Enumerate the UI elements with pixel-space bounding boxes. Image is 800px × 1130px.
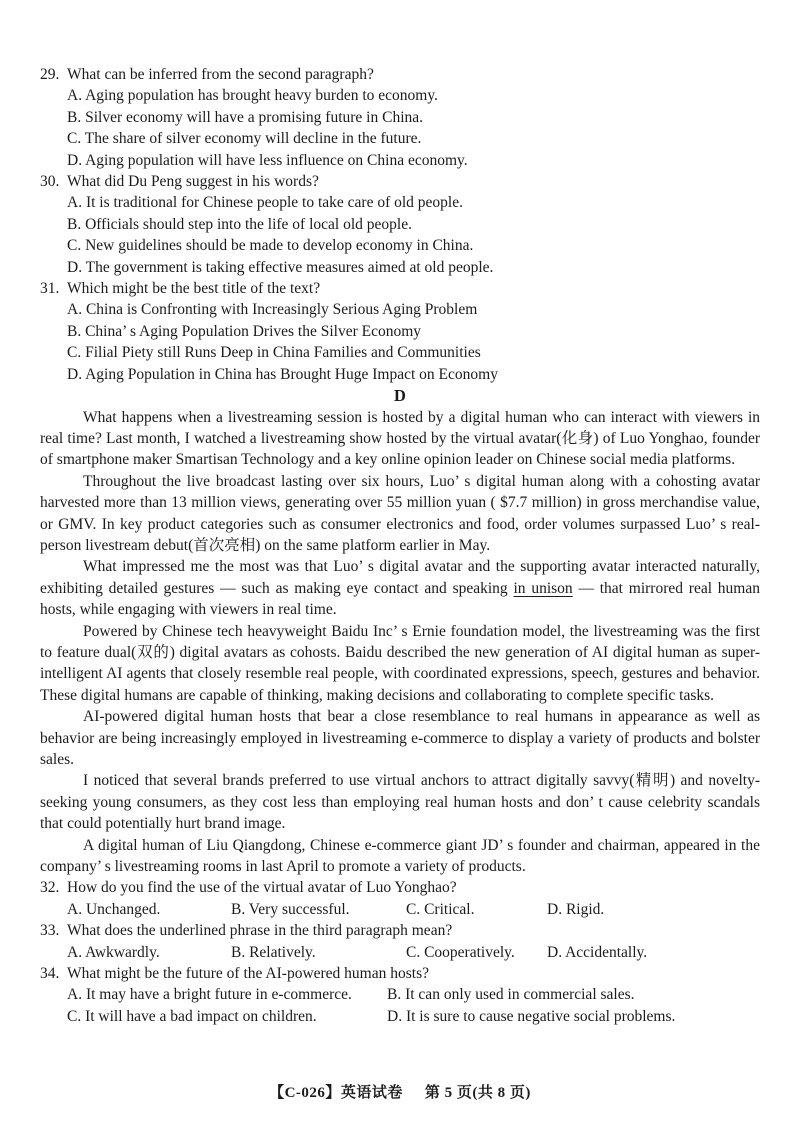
- question-stem: [40, 877, 760, 898]
- question-number: 34.: [40, 965, 60, 983]
- option-A: A. China is Confronting with Increasingly Serious Aging Problem: [67, 301, 478, 319]
- questions-top-block: [40, 64, 760, 385]
- option-A: A. It may have a bright future in e-commerce.: [67, 986, 352, 1004]
- question-stem: [40, 171, 760, 192]
- option-A: A. Aging population has brought heavy burden to economy.: [67, 87, 438, 105]
- text-segment: What impressed me the most was that Luo’ s digital avatar and the supporting avatar interacted naturally, exhibiting detailed gestures — such as making eye contact and speaking: [40, 558, 760, 597]
- question-stem: [40, 278, 760, 299]
- passage-paragraph-4: [40, 621, 760, 707]
- section-d-header: D: [394, 386, 406, 406]
- options-row: [40, 1006, 760, 1027]
- questions-bottom-block: [40, 877, 760, 1027]
- option-B: B. China’ s Aging Population Drives the Silver Economy: [67, 322, 422, 340]
- option-A: A. Unchanged.: [67, 900, 161, 918]
- options-row: [40, 984, 760, 1005]
- option-D: D. It is sure to cause negative social problems.: [387, 1007, 676, 1025]
- option-C: C. The share of silver economy will decline in the future.: [67, 130, 422, 148]
- question-text: Which might be the best title of the text?: [67, 280, 321, 298]
- text-segment: A digital human of Liu Qiangdong, Chinese e-commerce giant JD’ s founder and chairman, appeared in the company’ s livestreaming rooms in last April to promote a variety of products.: [40, 836, 760, 876]
- option-D: D. Aging population will have less influence on China economy.: [67, 151, 468, 169]
- question-33: [40, 920, 760, 963]
- reading-passage: [40, 407, 760, 878]
- option-C: C. New guidelines should be made to develop economy in China.: [67, 237, 474, 255]
- text-segment: Powered by Chinese tech heavyweight Baidu Inc’ s Ernie foundation model, the livestreaming was the first to feature dual(双的) digital avatars as cohosts. Baidu described the new generation of AI digital human as super-intelligent AI agents that closely resemble real people, with coordinated expressions, speech, gestures and behavior. These digital humans are capable of thinking, making decisions and collaborating to complete specific tasks.: [40, 622, 760, 704]
- options-row: [40, 899, 760, 920]
- option-C: C. Critical.: [406, 900, 475, 918]
- option-A: A. It is traditional for Chinese people to take care of old people.: [67, 194, 463, 212]
- text-segment: — that mirrored real human hosts, while engaging with viewers in real time.: [40, 579, 760, 619]
- question-stem: [40, 920, 760, 941]
- option-B: B. It can only used in commercial sales.: [387, 986, 635, 1004]
- question-text: What does the underlined phrase in the third paragraph mean?: [67, 922, 453, 940]
- option-B: B. Very successful.: [231, 900, 350, 918]
- question-number: 30.: [40, 173, 60, 191]
- page-footer: [0, 1083, 800, 1104]
- underlined-phrase: in unison: [513, 579, 573, 597]
- paper-code-label: 【C-026】英语试卷: [269, 1084, 403, 1101]
- options-row: [40, 942, 760, 963]
- option-C: C. Filial Piety still Runs Deep in China Families and Communities: [67, 344, 481, 362]
- question-number: 29.: [40, 66, 60, 83]
- question-text: What did Du Peng suggest in his words?: [67, 173, 319, 191]
- question-32: [40, 877, 760, 920]
- question-stem: [40, 963, 760, 984]
- page-number-label: 第 5 页(共 8 页): [424, 1084, 531, 1101]
- passage-paragraph-6: [40, 770, 760, 834]
- question-text: What might be the future of the AI-powered human hosts?: [67, 965, 429, 983]
- option-D: D. Rigid.: [547, 900, 605, 918]
- option-C: C. Cooperatively.: [406, 943, 515, 961]
- question-number: 32.: [40, 879, 60, 897]
- text-segment: AI-powered digital human hosts that bear a close resemblance to real humans in appearance as well as behavior are being increasingly employed in livestreaming e-commerce to display a variety of products and bolster sales.: [40, 708, 760, 768]
- option-B: B. Silver economy will have a promising future in China.: [67, 108, 424, 126]
- passage-paragraph-3: [40, 556, 760, 620]
- option-D: D. Aging Population in China has Brought Huge Impact on Economy: [67, 365, 498, 383]
- option-D: D. The government is taking effective measures aimed at old people.: [67, 258, 494, 276]
- option-B: B. Relatively.: [231, 943, 316, 961]
- question-31: [40, 278, 760, 385]
- question-text: What can be inferred from the second paragraph?: [67, 66, 374, 83]
- option-B: B. Officials should step into the life of local old people.: [67, 215, 412, 233]
- question-30: [40, 171, 760, 278]
- question-34: [40, 963, 760, 1027]
- question-29: [40, 64, 760, 171]
- question-number: 31.: [40, 280, 60, 298]
- question-number: 33.: [40, 922, 60, 940]
- text-segment: Throughout the live broadcast lasting over six hours, Luo’ s digital human along with a cohosting avatar harvested more than 13 million views, generating over 55 million yuan ( $7.7 million) in gross merchandise value, or GMV. In key product categories such as consumer electronics and food, order volumes surpassed Luo’ s real-person livestream debut(首次亮相) on the same platform earlier in May.: [40, 472, 760, 554]
- passage-paragraph-1: [40, 407, 760, 471]
- passage-paragraph-5: [40, 706, 760, 770]
- passage-paragraph-2: [40, 471, 760, 557]
- option-D: D. Accidentally.: [547, 943, 648, 961]
- text-segment: What happens when a livestreaming session is hosted by a digital human who can interact with viewers in real time? Last month, I watched a livestreaming show hosted by the virtual avatar(化身) of Luo Yonghao, founder of smartphone maker Smartisan Technology and a key online opinion leader on Chinese social media platforms.: [40, 408, 760, 469]
- option-C: C. It will have a bad impact on children.: [67, 1007, 317, 1025]
- option-A: A. Awkwardly.: [67, 943, 160, 961]
- text-segment: I noticed that several brands preferred to use virtual anchors to attract digitally savvy(精明) and novelty-seeking young consumers, as they cost less than employing real human hosts and don’ t cause celebrity scandals that could potentially hurt brand image.: [40, 772, 760, 833]
- question-text: How do you find the use of the virtual avatar of Luo Yonghao?: [67, 879, 457, 897]
- question-stem: [40, 64, 760, 85]
- passage-paragraph-7: [40, 835, 760, 878]
